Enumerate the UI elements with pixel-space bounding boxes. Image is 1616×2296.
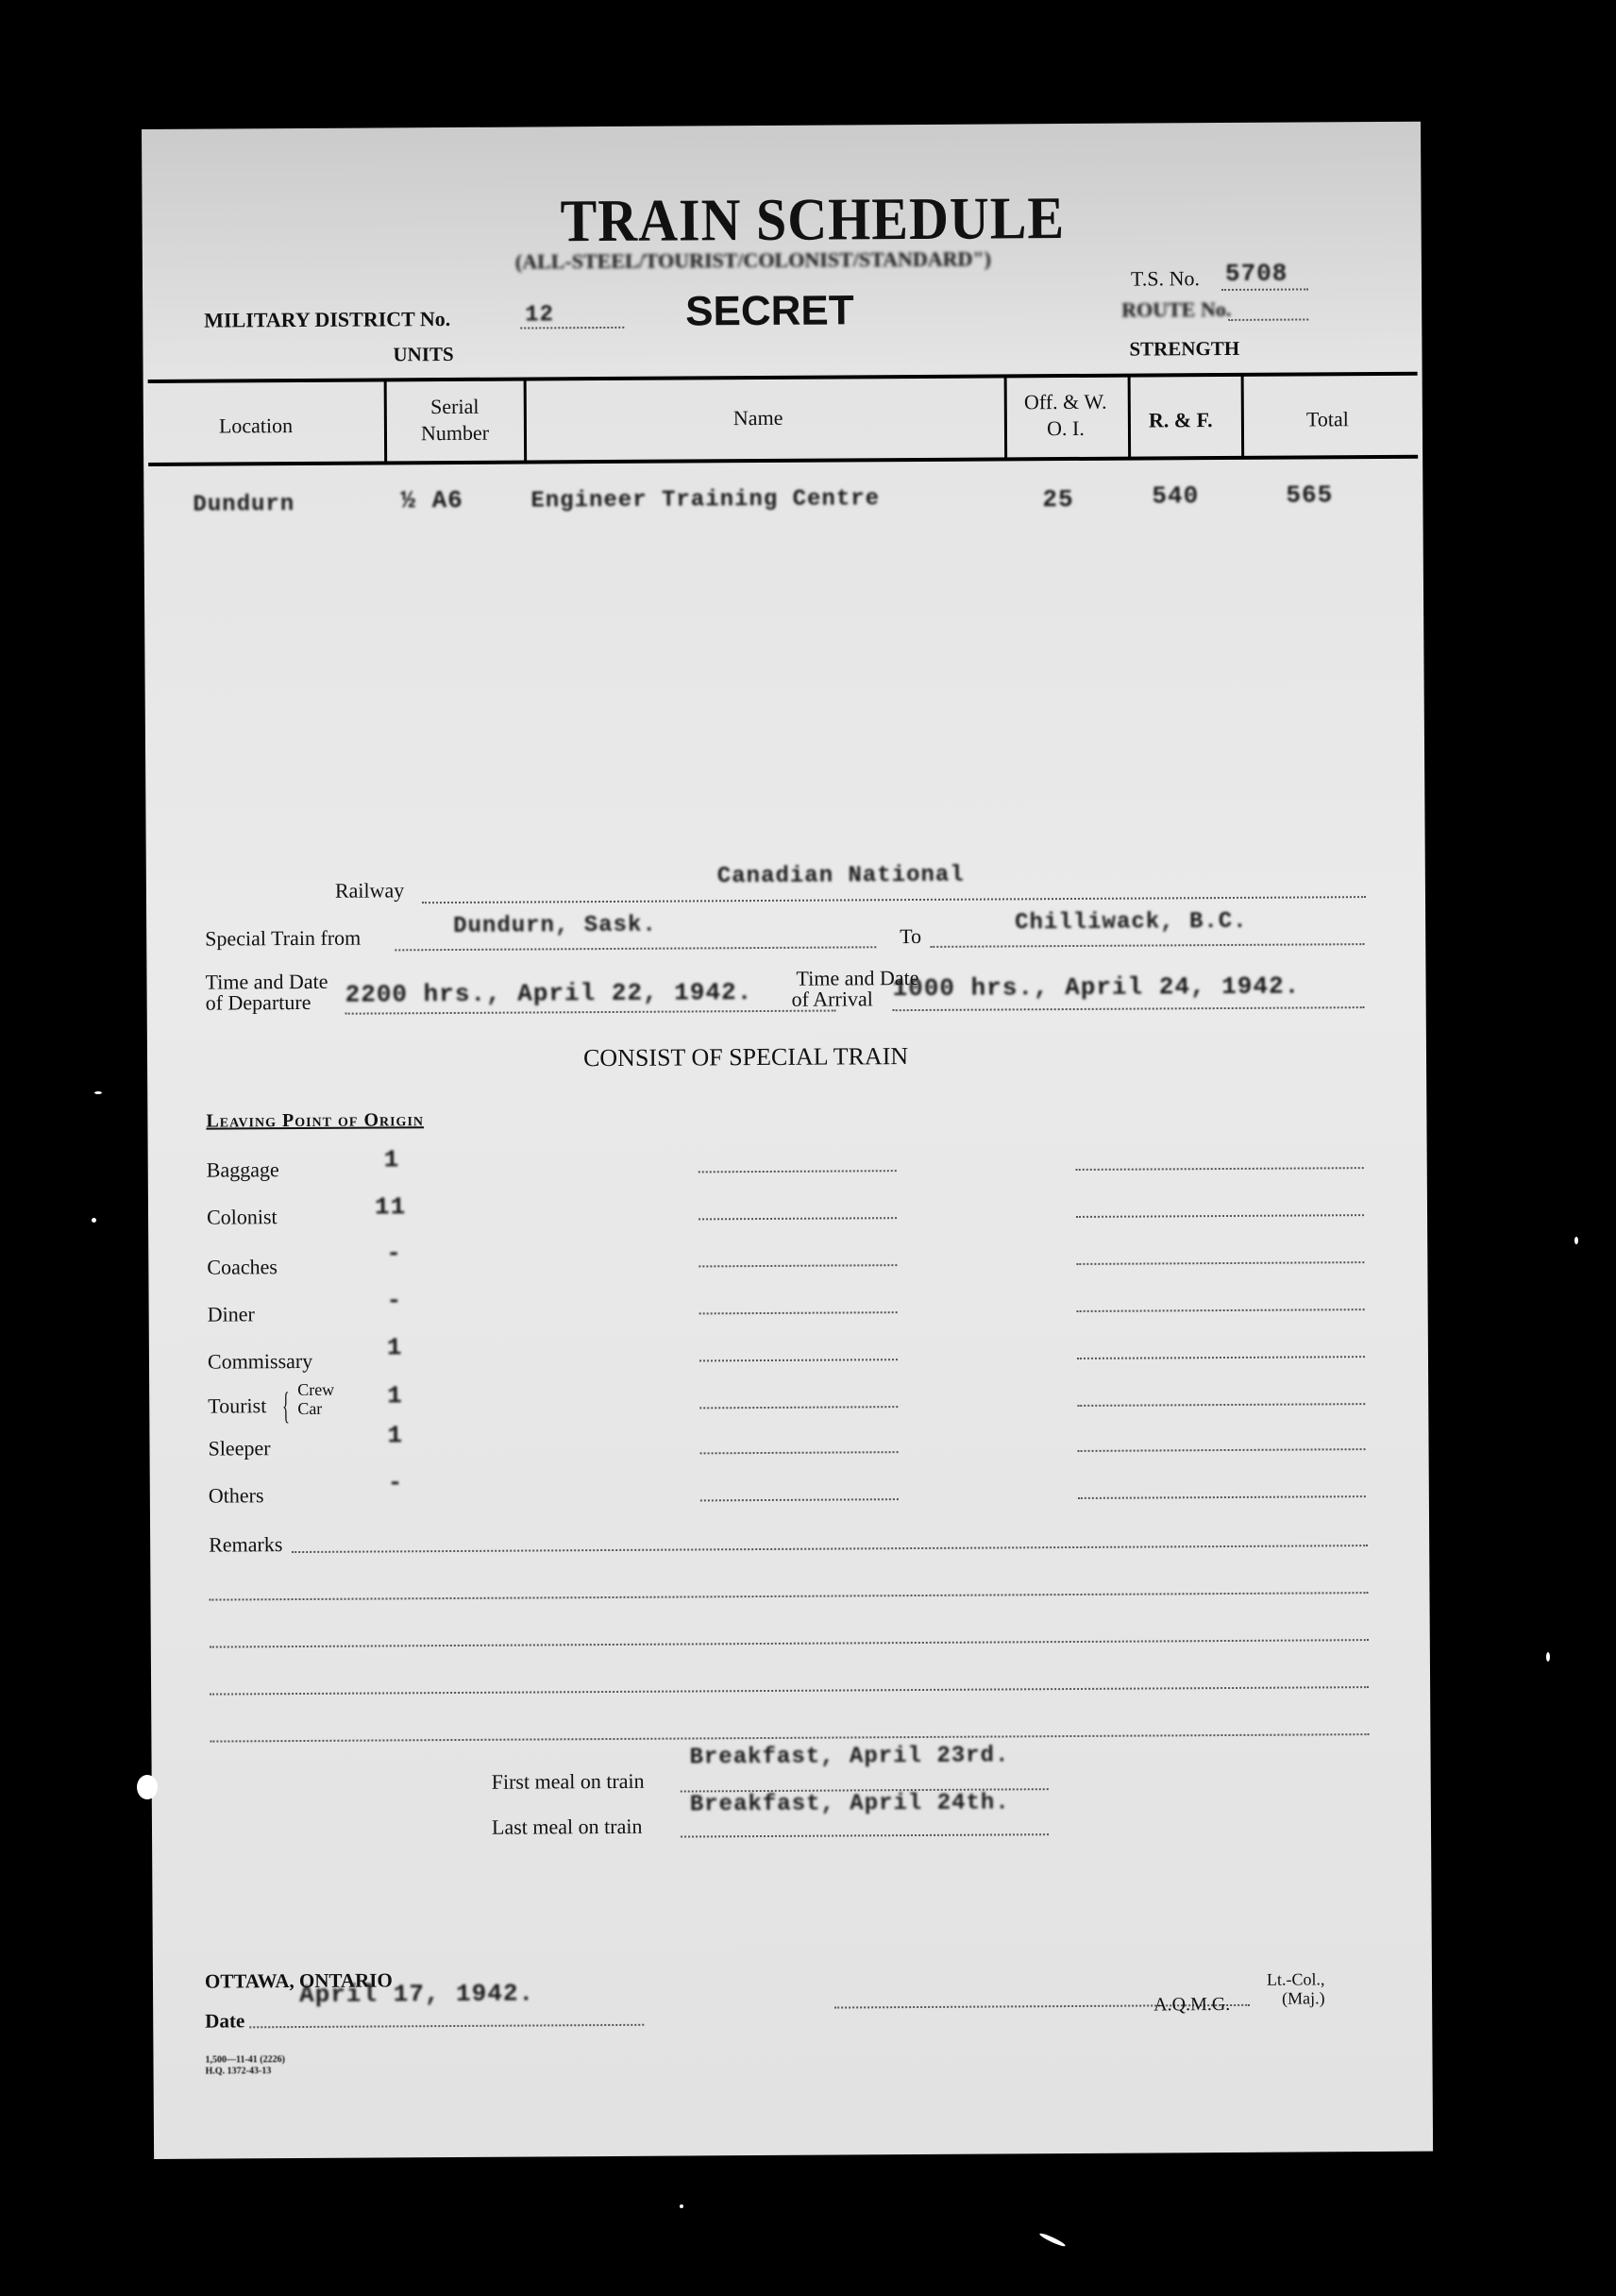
dotted-line xyxy=(699,1311,898,1314)
struck-subtitle: (ALL-STEEL/TOURIST/COLONIST/STANDARD") xyxy=(514,246,992,274)
list-item-value: 1 xyxy=(387,1381,403,1410)
date-value: April 17, 1942. xyxy=(298,1979,535,2010)
list-item-value: 11 xyxy=(374,1192,407,1222)
dotted-line xyxy=(345,1010,836,1015)
list-item-label: Others xyxy=(208,1483,264,1508)
dotted-line xyxy=(681,1833,1049,1837)
row-rf: 540 xyxy=(1152,481,1200,511)
list-item-label: Colonist xyxy=(206,1205,278,1229)
row-location: Dundurn xyxy=(193,492,295,518)
dotted-line xyxy=(210,1686,1369,1696)
departure-label-line-2: of Departure xyxy=(205,989,311,1015)
departure-label xyxy=(205,971,328,1014)
row-off: 25 xyxy=(1042,484,1074,515)
dotted-line xyxy=(210,1733,1369,1743)
form-code xyxy=(205,2054,285,2078)
date-label: Date xyxy=(205,2009,245,2033)
secret-stamp: SECRET xyxy=(685,287,854,335)
dotted-line xyxy=(1076,1214,1364,1218)
ts-value: 5708 xyxy=(1224,259,1288,288)
dotted-line xyxy=(700,1498,899,1501)
first-meal-value: Breakfast, April 23rd. xyxy=(689,1743,1010,1771)
rank-line-2: (Maj.) xyxy=(1282,1988,1325,2008)
rank-line-1: Lt.-Col., xyxy=(1266,1969,1325,1989)
dotted-line xyxy=(699,1359,898,1361)
consist-blank-columns xyxy=(142,122,1421,129)
column-divider xyxy=(384,380,388,463)
dotted-line xyxy=(1076,1261,1364,1265)
consist-subheading: Leaving Point of Origin xyxy=(206,1109,425,1132)
strength-label: STRENGTH xyxy=(1129,336,1240,361)
scan-speck xyxy=(1038,2232,1066,2248)
railway-label: Railway xyxy=(334,878,405,903)
col-header-serial: Serial Number xyxy=(420,394,490,446)
arrival-value: 1000 hrs., April 24, 1942. xyxy=(892,971,1301,1004)
row-total: 565 xyxy=(1286,481,1334,510)
units-label: UNITS xyxy=(393,342,454,366)
form-code-line-2: H.Q. 1372-43-13 xyxy=(205,2066,272,2077)
train-schedule-form xyxy=(142,122,1433,2159)
remarks-label: Remarks xyxy=(209,1532,283,1557)
first-meal-label: First meal on train xyxy=(491,1768,645,1794)
to-label: To xyxy=(900,923,922,949)
military-district-value: 12 xyxy=(525,302,555,329)
list-item-value: - xyxy=(386,1286,403,1315)
column-divider xyxy=(524,380,528,463)
departure-value: 2200 hrs., April 22, 1942. xyxy=(345,978,753,1009)
list-item-value: - xyxy=(386,1239,402,1268)
list-item-value: - xyxy=(387,1468,404,1497)
list-item-label: Coaches xyxy=(207,1255,278,1279)
dotted-line xyxy=(930,943,1364,948)
dotted-line xyxy=(1078,1495,1366,1499)
column-divider xyxy=(1004,376,1008,459)
from-label: Special Train from xyxy=(205,925,362,951)
dotted-line xyxy=(699,1264,897,1267)
to-value: Chilliwack, B.C. xyxy=(1015,908,1248,937)
dotted-line xyxy=(1077,1403,1365,1407)
scan-speck xyxy=(1546,1652,1550,1662)
dotted-line xyxy=(1221,288,1308,291)
tourist-brace: { xyxy=(281,1384,290,1427)
row-serial: ½ A6 xyxy=(400,485,463,515)
col-header-name: Name xyxy=(732,405,783,430)
col-header-location: Location xyxy=(218,414,294,438)
list-item-label: Sleeper xyxy=(208,1436,271,1460)
scan-speck xyxy=(137,1775,158,1799)
scan-speck xyxy=(1574,1237,1578,1244)
tourist-sub-labels xyxy=(297,1380,334,1418)
list-item-value: 1 xyxy=(387,1421,404,1450)
dotted-line xyxy=(249,2024,644,2029)
dotted-line xyxy=(395,946,876,951)
col-header-rf: R. & F. xyxy=(1148,408,1213,432)
dotted-line xyxy=(700,1451,899,1454)
col-header-off: Off. & W. O. I. xyxy=(1023,389,1107,441)
scan-speck xyxy=(94,1091,102,1094)
col-header-total: Total xyxy=(1305,407,1349,431)
arrival-label-line-1: Time and Date xyxy=(796,965,919,990)
dotted-line xyxy=(1077,1308,1365,1312)
list-item-value: 1 xyxy=(386,1333,403,1362)
dotted-line xyxy=(210,1639,1369,1648)
tourist-sub-crew: Crew xyxy=(297,1379,335,1400)
tourist-sub-car: Car xyxy=(297,1398,323,1419)
scan-speck xyxy=(680,2204,683,2208)
dotted-line xyxy=(1076,1167,1364,1171)
dotted-line xyxy=(893,1006,1365,1011)
dotted-line xyxy=(699,1406,898,1409)
column-divider xyxy=(1241,375,1245,458)
dotted-line xyxy=(1077,1356,1365,1359)
railway-value: Canadian National xyxy=(716,862,965,890)
place-label: OTTAWA, ONTARIO xyxy=(204,1968,393,1993)
dotted-line xyxy=(699,1217,897,1220)
rank-label xyxy=(1267,1969,1325,2007)
arrival-label-line-2: of Arrival xyxy=(791,987,873,1011)
ts-label: T.S. No. xyxy=(1130,266,1200,291)
form-code-line-1: 1,500—11-41 (2226) xyxy=(205,2054,285,2066)
table-top-rule xyxy=(148,372,1418,383)
form-title: TRAIN SCHEDULE xyxy=(560,183,1066,255)
column-divider xyxy=(1128,376,1132,459)
struck-route-label: ROUTE No. xyxy=(1121,296,1232,322)
dotted-line xyxy=(210,1592,1369,1601)
table-header-rule xyxy=(148,455,1418,466)
dotted-line xyxy=(292,1545,1368,1553)
list-item-label: Baggage xyxy=(206,1157,279,1182)
dotted-line xyxy=(1078,1448,1366,1452)
row-name: Engineer Training Centre xyxy=(530,486,881,515)
list-item-label: Diner xyxy=(207,1302,255,1326)
aqmg-label: A.Q.M.G. xyxy=(1153,1993,1231,2016)
list-item-value: 1 xyxy=(383,1145,400,1174)
from-value: Dundurn, Sask. xyxy=(453,912,657,939)
last-meal-label: Last meal on train xyxy=(491,1814,643,1839)
military-district-label: MILITARY DISTRICT No. xyxy=(204,307,451,332)
consist-heading: CONSIST OF SPECIAL TRAIN xyxy=(582,1042,909,1072)
departure-label-line-1: Time and Date xyxy=(205,969,328,994)
dotted-line xyxy=(1228,318,1308,321)
dotted-line xyxy=(422,896,1366,903)
dotted-line xyxy=(699,1170,897,1173)
list-item-label: Tourist xyxy=(208,1393,267,1418)
last-meal-value: Breakfast, April 24th. xyxy=(689,1790,1010,1818)
scan-speck xyxy=(92,1218,96,1223)
list-item-label: Commissary xyxy=(207,1348,313,1374)
